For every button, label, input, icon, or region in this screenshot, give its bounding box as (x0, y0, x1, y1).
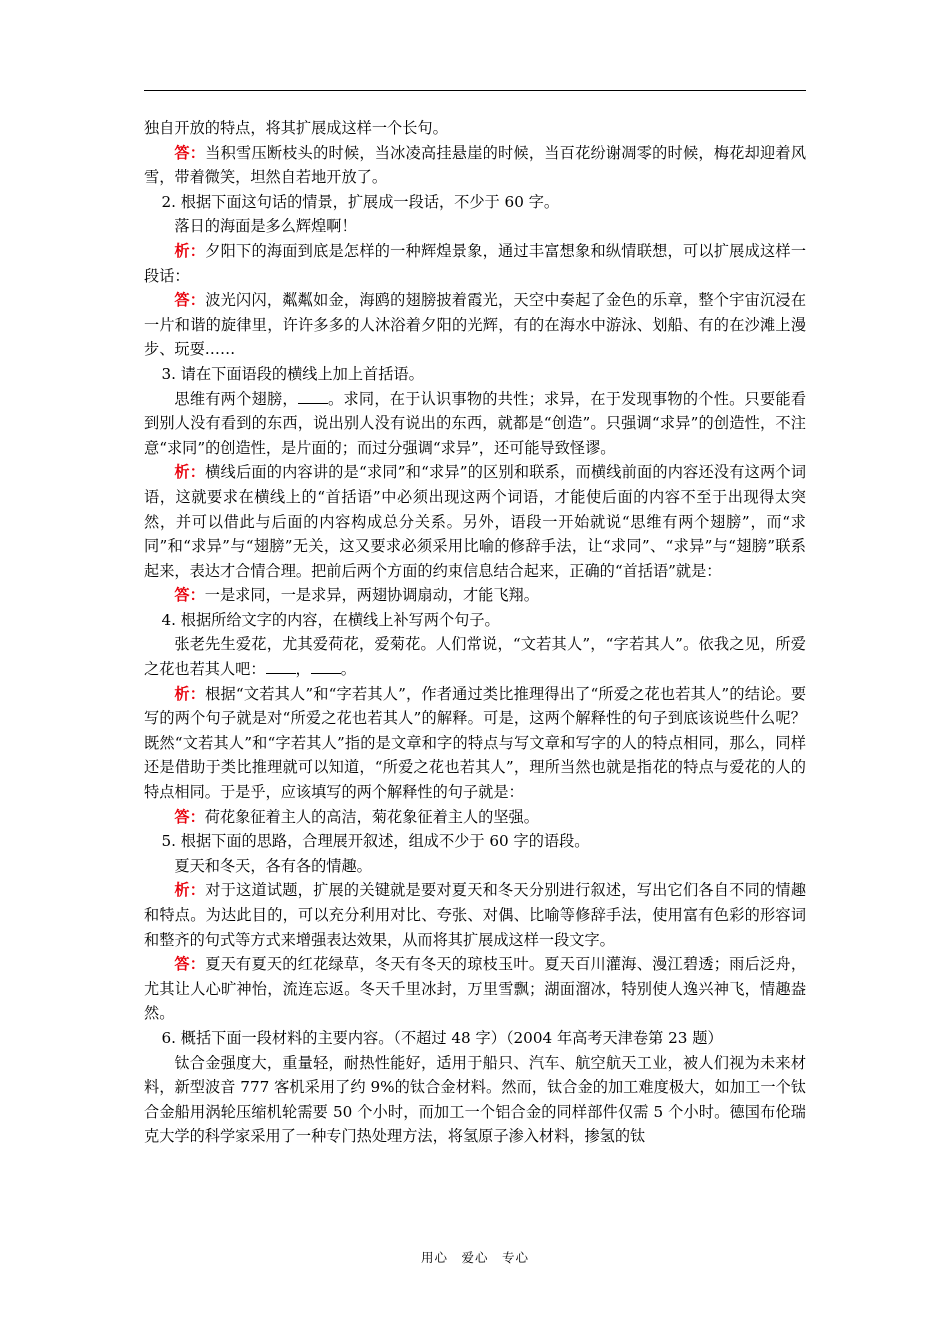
answer-label: 答： (174, 807, 205, 826)
question-3-stem: 思维有两个翅膀， 。求同，在于认识事物的共性；求异，在于发现事物的个性。只要能看到别人没有看到的东西，说出别人没有说出的东西，就都是“创造”。只强调“求异”的创造性，不注意“求同”的创造性，是片面的；而过分强调“求异”，还可能导致怪谬。 (144, 389, 807, 457)
analysis-label: 析： (174, 684, 206, 703)
analysis-label: 析： (174, 463, 206, 482)
analysis-paragraph: 析：根据“文若其人”和“字若其人”，作者通过类比推理得出了“所爱之花也若其人”的结论。要写的两个句子就是对“所爱之花也若其人”的解释。可是，这两个解释性的句子到底该说些什么呢？既然“文若其人”和“字若其人”指的是文章和字的特点与写文章和写字的人的特点相同，那么，同样还是借助于类比推理就可以知道，“所爱之花也若其人”，理所当然也就是指花的特点与爱花的人的特点相同。于是乎，应该填写的两个解释性的句子就是： (144, 684, 807, 802)
answer-label: 答： (174, 955, 206, 974)
answer-paragraph: 答：荷花象征着主人的高洁，菊花象征着主人的坚强。 (174, 807, 539, 826)
document-body (144, 116, 806, 1149)
header-rule (144, 90, 806, 91)
page-footer: 用心 爱心 专心 (420, 1250, 529, 1265)
fill-blank (266, 659, 296, 674)
analysis-paragraph: 析：夕阳下的海面到底是怎样的一种辉煌景象，通过丰富想象和纵情联想，可以扩展成这样一段话： (144, 241, 807, 285)
question-6: 6. 概括下面一段材料的主要内容。（不超过 48 字）（2004 年高考天津卷第 23 题） (161, 1028, 723, 1047)
question-2-stem: 落日的海面是多么辉煌啊！ (174, 217, 357, 236)
question-5: 5. 根据下面的思路，合理展开叙述，组成不少于 60 字的语段。 (161, 832, 590, 851)
analysis-paragraph: 析：对于这道试题，扩展的关键就是要对夏天和冬天分别进行叙述，写出它们各自不同的情趣和特点。为达此目的，可以充分利用对比、夸张、对偶、比喻等修辞手法，使用富有色彩的形容词和整齐的句式等方式来增强表达效果，从而将其扩展成这样一段文字。 (144, 881, 807, 949)
question-4: 4. 根据所给文字的内容，在横线上补写两个句子。 (161, 610, 500, 629)
question-4-stem: 张老先生爱花，尤其爱荷花，爱菊花。人们常说，“文若其人”，“字若其人”。依我之见，所爱之花也若其人吧： ， 。 (144, 635, 806, 679)
analysis-label: 析： (174, 241, 206, 260)
fill-blank (311, 659, 341, 674)
answer-paragraph: 答：波光闪闪，粼粼如金，海鸥的翅膀披着霞光，天空中奏起了金色的乐章，整个宇宙沉浸在一片和谐的旋律里，许许多多的人沐浴着夕阳的光辉，有的在海水中游泳、划船、有的在沙滩上漫步、玩耍…… (144, 291, 807, 359)
answer-paragraph: 答：夏天有夏天的红花绿草，冬天有冬天的琼枝玉叶。夏天百川灌海、漫江碧透；雨后泛舟，尤其让人心旷神怡，流连忘返。冬天千里冰封，万里雪飘；湖面溜冰，特别使人逸兴神飞，情趣盎然。 (144, 955, 807, 1023)
answer-paragraph: 答：当积雪压断枝头的时候，当冰凌高挂悬崖的时候，当百花纷谢凋零的时候，梅花却迎着风雪，带着微笑，坦然自若地开放了。 (144, 143, 807, 187)
answer-label: 答： (174, 143, 206, 162)
question-6-material: 钛合金强度大，重量轻，耐热性能好，适用于船只、汽车、航空航天工业，被人们视为未来材料，新型波音 777 客机采用了约 9%的钛合金材料。然而，钛合金的加工难度极大，如加工一个钛合金船用涡轮压缩机轮需要 50 个小时，而加工一个铝合金的同样部件仅需 5 个小时。德国布伦瑞克大学的科学家采用了一种专门热处理方法，将氢原子渗入材料，掺氢的钛 (144, 1053, 806, 1146)
answer-label: 答： (174, 291, 206, 310)
fill-blank (298, 389, 328, 404)
question-5-stem: 夏天和冬天，各有各的情趣。 (174, 856, 372, 875)
analysis-label: 析： (174, 881, 206, 900)
question-2: 2. 根据下面这句话的情景，扩展成一段话，不少于 60 字。 (161, 192, 560, 211)
answer-label: 答： (174, 586, 205, 605)
question-3: 3. 请在下面语段的横线上加上首括语。 (161, 364, 424, 383)
analysis-paragraph: 析：横线后面的内容讲的是“求同”和“求异”的区别和联系，而横线前面的内容还没有这两个词语，这就要求在横线上的“首括语”中必须出现这两个词语，才能使后面的内容不至于出现得太突然，并可以借此与后面的内容构成总分关系。另外，语段一开始就说“思维有两个翅膀”，而“求同”和“求异”与“翅膀”无关，这又要求必须采用比喻的修辞手法，让“求同”、“求异”与“翅膀”联系起来，表达才合情合理。把前后两个方面的约束信息结合起来，正确的“首括语”就是： (144, 463, 807, 580)
answer-paragraph: 答：一是求同，一是求异，两翅协调扇动，才能飞翔。 (174, 586, 539, 605)
paragraph: 独自开放的特点，将其扩展成这样一个长句。 (144, 119, 448, 137)
